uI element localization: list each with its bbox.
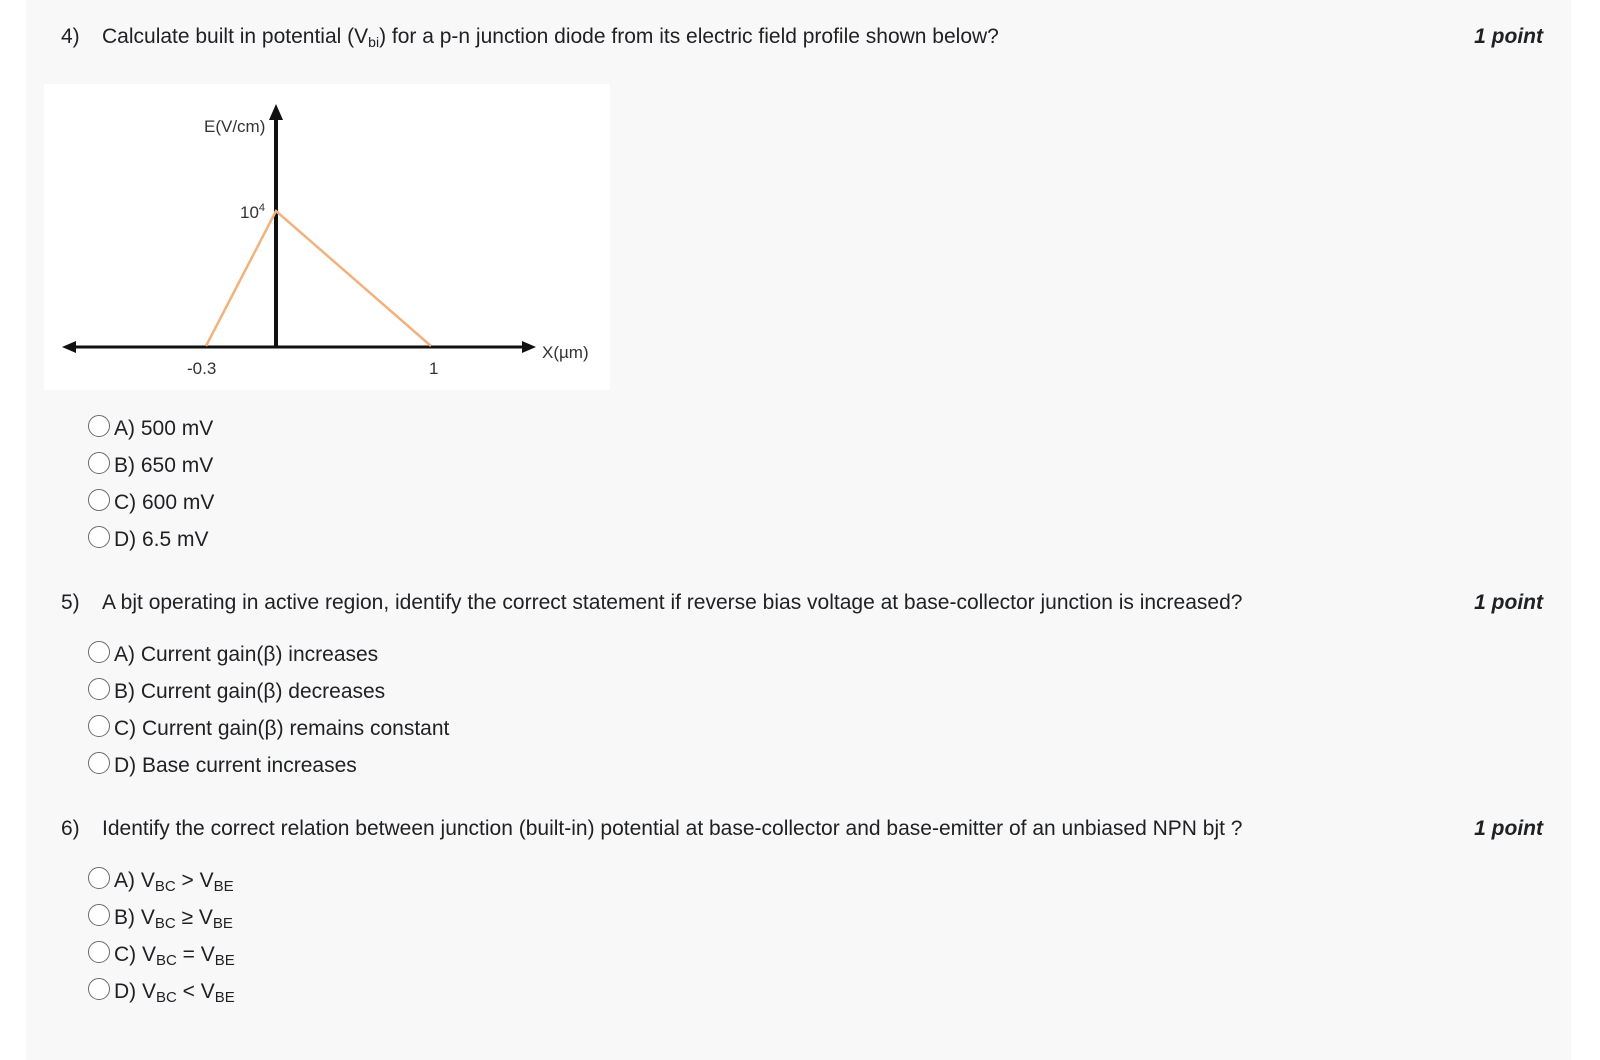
question-text: A bjt operating in active region, identify the correct statement if reverse bias voltage at base-collector junction is increased? (102, 591, 1243, 614)
x-axis-label: X(µm) (542, 343, 589, 362)
right-tick-label: 1 (429, 359, 439, 378)
radio-button[interactable] (88, 752, 110, 774)
option-b[interactable] (88, 899, 235, 936)
quiz-panel (26, 0, 1571, 1060)
x-axis-left-arrow-icon (62, 341, 76, 353)
option-d[interactable] (88, 747, 449, 784)
question-number: 5) (61, 591, 80, 614)
options-list (88, 410, 214, 558)
question-points: 1 point (1474, 591, 1543, 614)
option-label: D) 6.5 mV (114, 527, 209, 551)
y-axis-arrow-icon (269, 104, 283, 120)
options-list (88, 862, 235, 1010)
question-header (26, 588, 1571, 618)
radio-button[interactable] (88, 867, 110, 889)
question-text: Identify the correct relation between junction (built-in) potential at base-collector and base-emitter of an unbiased NPN bjt ? (102, 817, 1243, 840)
options-list (88, 636, 449, 784)
electric-field-profile (206, 211, 431, 346)
radio-button[interactable] (88, 452, 110, 474)
option-c[interactable] (88, 936, 235, 973)
question-text: Calculate built in potential $(V_{bi})$ for a p-n junction diode from its electric field profile shown below? (102, 25, 999, 50)
option-label: A) $V_{BC} > V_{BE}$ (114, 868, 234, 895)
option-c[interactable] (88, 484, 214, 521)
option-b[interactable] (88, 447, 214, 484)
x-axis-right-arrow-icon (522, 341, 536, 353)
question-4 (26, 22, 1571, 562)
option-label: B) 650 mV (114, 453, 214, 477)
electric-field-figure (44, 84, 610, 390)
option-d[interactable] (88, 521, 214, 558)
question-number: 6) (61, 817, 80, 840)
radio-button[interactable] (88, 904, 110, 926)
option-label: B) $V_{BC} \ge V_{BE}$ (114, 905, 233, 932)
option-label: C) 600 mV (114, 490, 215, 514)
radio-button[interactable] (88, 978, 110, 1000)
radio-button[interactable] (88, 715, 110, 737)
radio-button[interactable] (88, 415, 110, 437)
option-b[interactable] (88, 673, 449, 710)
option-label: C) Current gain(β) remains constant (114, 716, 450, 740)
option-label: C) $V_{BC} = V_{BE}$ (114, 942, 235, 969)
question-header (26, 22, 1571, 52)
radio-button[interactable] (88, 641, 110, 663)
peak-label: $10^4$ (240, 202, 266, 222)
option-a[interactable] (88, 410, 214, 447)
radio-button[interactable] (88, 941, 110, 963)
option-label: A) Current gain(β) increases (114, 642, 379, 666)
question-6 (26, 814, 1571, 1034)
option-label: D) Base current increases (114, 753, 357, 777)
radio-button[interactable] (88, 489, 110, 511)
option-a[interactable] (88, 862, 235, 899)
option-label: A) 500 mV (114, 416, 214, 440)
question-header (26, 814, 1571, 844)
radio-button[interactable] (88, 526, 110, 548)
question-number: 4) (61, 25, 80, 48)
option-c[interactable] (88, 710, 449, 747)
y-axis-label: E(V/cm) (204, 117, 266, 136)
left-tick-label: -0.3 (187, 359, 217, 378)
question-5 (26, 588, 1571, 788)
option-a[interactable] (88, 636, 449, 673)
question-points: 1 point (1474, 25, 1543, 48)
electric-field-plot (44, 84, 610, 390)
option-label: D) $V_{BC} < V_{BE}$ (114, 979, 235, 1006)
question-points: 1 point (1474, 817, 1543, 840)
radio-button[interactable] (88, 678, 110, 700)
option-label: B) Current gain(β) decreases (114, 679, 386, 703)
option-d[interactable] (88, 973, 235, 1010)
